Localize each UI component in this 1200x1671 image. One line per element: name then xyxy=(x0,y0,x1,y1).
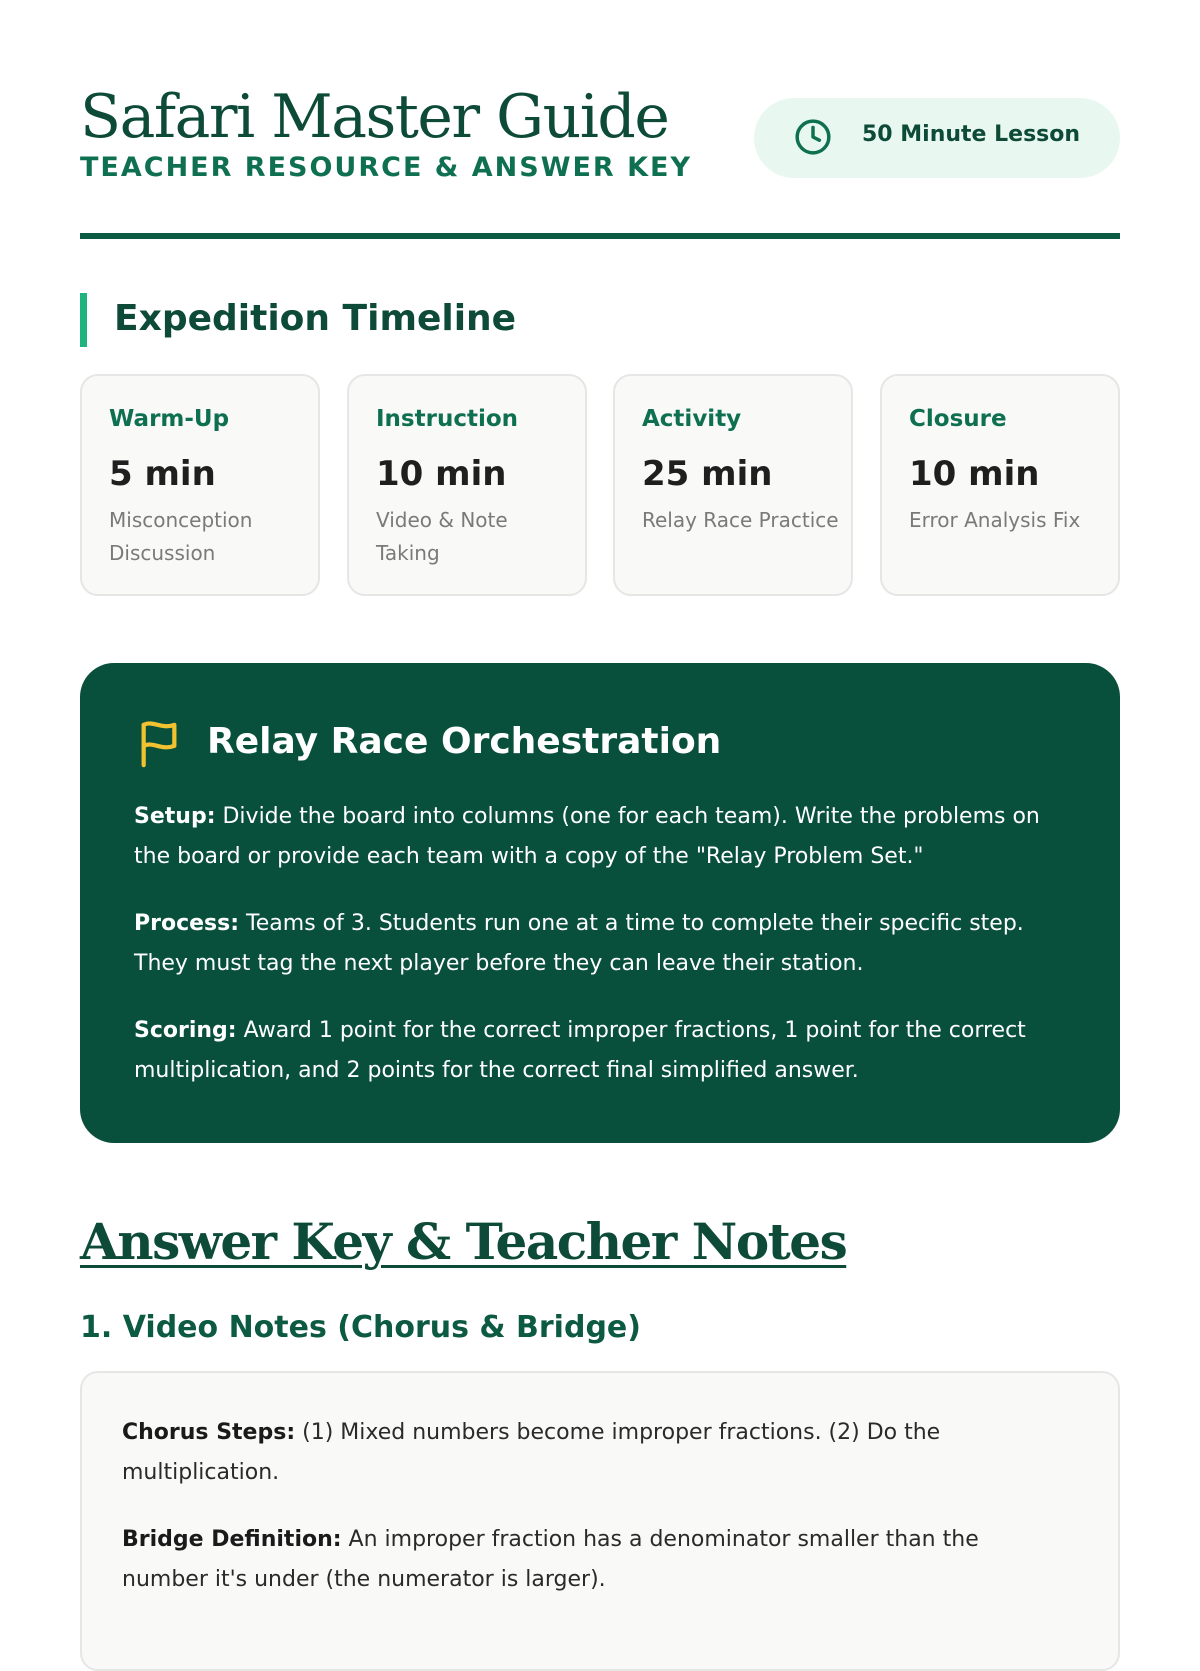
card-description: Misconception Discussion xyxy=(109,508,253,565)
bridge-definition-note xyxy=(122,1520,1062,1600)
answer-key-title: Answer Key & Teacher Notes xyxy=(80,1212,847,1271)
relay-title: Relay Race Orchestration xyxy=(207,721,722,762)
relay-setup xyxy=(134,797,1074,877)
relay-setup-text: Divide the board into columns (one for each team). Write the problems on the board or provide each team with a copy of the "Relay Problem Set." xyxy=(134,804,1040,869)
timeline-card-closure xyxy=(880,374,1120,596)
card-phase: Activity xyxy=(642,406,742,432)
relay-process-text: Teams of 3. Students run one at a time to complete their specific step. They must tag the next player before they can leave their station. xyxy=(134,911,1024,976)
card-phase: Closure xyxy=(909,406,1007,432)
card-duration: 5 min xyxy=(109,454,216,494)
header-divider xyxy=(80,233,1120,239)
card-duration: 10 min xyxy=(376,454,507,494)
chorus-steps-label: Chorus Steps: xyxy=(122,1420,296,1445)
video-notes-box xyxy=(80,1371,1120,1671)
relay-scoring xyxy=(134,1011,1074,1091)
card-description: Video & Note Taking xyxy=(376,508,508,565)
video-notes-heading: 1. Video Notes (Chorus & Bridge) xyxy=(80,1310,641,1345)
relay-process xyxy=(134,904,1074,984)
chorus-steps-note xyxy=(122,1413,1062,1493)
lesson-duration-badge xyxy=(754,98,1120,178)
header xyxy=(80,82,1120,242)
card-phase: Instruction xyxy=(376,406,519,432)
clock-icon xyxy=(794,118,832,156)
timeline-cards xyxy=(80,374,1120,596)
card-duration: 25 min xyxy=(642,454,773,494)
relay-race-panel xyxy=(80,663,1120,1143)
timeline-heading: Expedition Timeline xyxy=(114,298,517,339)
relay-scoring-text: Award 1 point for the correct improper fractions, 1 point for the correct multiplication, and 2 points for the correct final simplified answer. xyxy=(134,1018,1026,1083)
lesson-duration-label: 50 Minute Lesson xyxy=(862,122,1081,147)
flag-icon xyxy=(136,719,182,769)
card-description: Error Analysis Fix xyxy=(909,508,1081,532)
card-phase: Warm-Up xyxy=(109,406,230,432)
bridge-definition-label: Bridge Definition: xyxy=(122,1527,342,1552)
card-description: Relay Race Practice xyxy=(642,508,839,532)
timeline-card-activity xyxy=(613,374,853,596)
relay-setup-label: Setup: xyxy=(134,804,216,829)
page-subtitle: TEACHER RESOURCE & ANSWER KEY xyxy=(80,152,693,183)
timeline-section-heading xyxy=(80,293,1120,347)
page-title: Safari Master Guide xyxy=(80,82,669,152)
timeline-card-instruction xyxy=(347,374,587,596)
timeline-card-warm-up xyxy=(80,374,320,596)
relay-scoring-label: Scoring: xyxy=(134,1018,237,1043)
heading-accent-bar xyxy=(80,293,87,347)
bridge-definition-text: An improper fraction has a denominator smaller than the number it's under (the numerator is larger). xyxy=(122,1527,979,1592)
relay-process-label: Process: xyxy=(134,911,240,936)
card-duration: 10 min xyxy=(909,454,1040,494)
chorus-steps-text: (1) Mixed numbers become improper fractions. (2) Do the multiplication. xyxy=(122,1420,941,1485)
